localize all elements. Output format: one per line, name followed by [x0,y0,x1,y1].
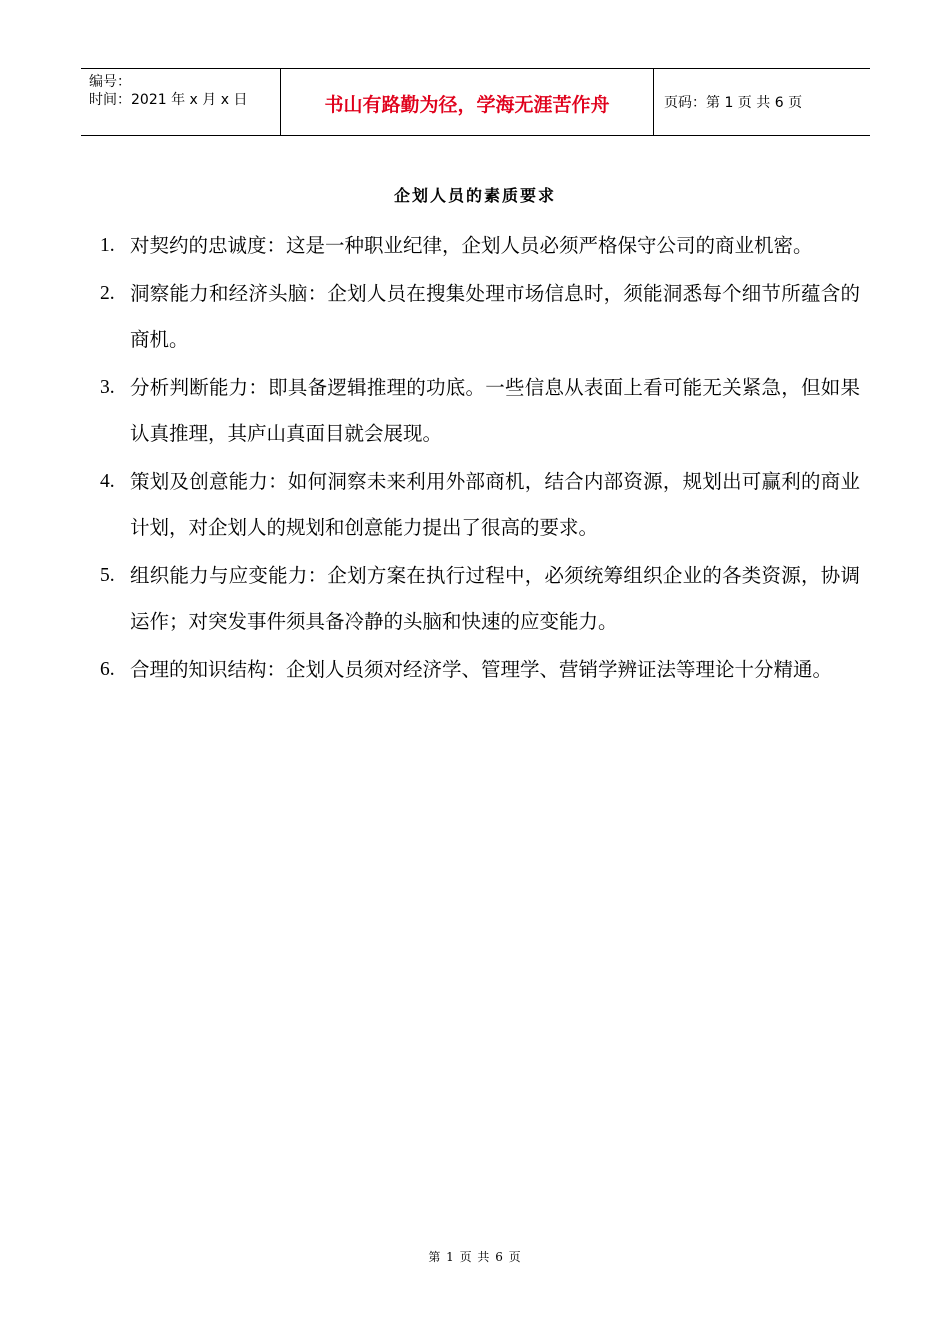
list-item [100,223,860,269]
list-item [100,365,860,457]
list-item-number: 1. [100,235,115,256]
list-item-number: 6. [100,659,115,680]
list-item-number: 5. [100,565,115,586]
list-item [100,553,860,645]
list-item-text: 对契约的忠诚度：这是一种职业纪律，企划人员必须严格保守公司的商业机密。 [130,234,813,257]
header-meta-cell [81,69,281,135]
list-item-number: 4. [100,471,115,492]
header-page-cell [654,69,870,135]
list-item [100,271,860,363]
list-item [100,459,860,551]
list-item-number: 3. [100,377,115,398]
header-page-info: 页码：第 1 页 共 6 页 [664,95,803,111]
header-table [81,68,870,136]
list-item-text: 策划及创意能力：如何洞察未来利用外部商机，结合内部资源，规划出可赢利的商业计划，对企划人的规划和创意能力提出了很高的要求。 [130,470,860,539]
document-time-label: 时间：2021 年 x 月 x 日 [89,92,248,108]
header-motto-cell [281,69,654,135]
list-item-text: 合理的知识结构：企划人员须对经济学、管理学、营销学辨证法等理论十分精通。 [130,658,833,681]
document-title: 企划人员的素质要求 [393,186,556,205]
list-item [100,647,860,693]
list-item-text: 洞察能力和经济头脑：企划人员在搜集处理市场信息时，须能洞悉每个细节所蕴含的商机。 [130,282,860,351]
requirements-list [100,223,860,695]
list-item-text: 组织能力与应变能力：企划方案在执行过程中，必须统筹组织企业的各类资源，协调运作；对突发事件须具备冷静的头脑和快速的应变能力。 [130,564,860,633]
list-item-number: 2. [100,283,115,304]
header-motto: 书山有路勤为径，学海无涯苦作舟 [324,93,610,116]
list-item-text: 分析判断能力：即具备逻辑推理的功底。一些信息从表面上看可能无关紧急，但如果认真推理，其庐山真面目就会展现。 [130,376,860,445]
document-number-label: 编号： [89,74,131,90]
page-footer: 第 1 页 共 6 页 [428,1250,522,1264]
